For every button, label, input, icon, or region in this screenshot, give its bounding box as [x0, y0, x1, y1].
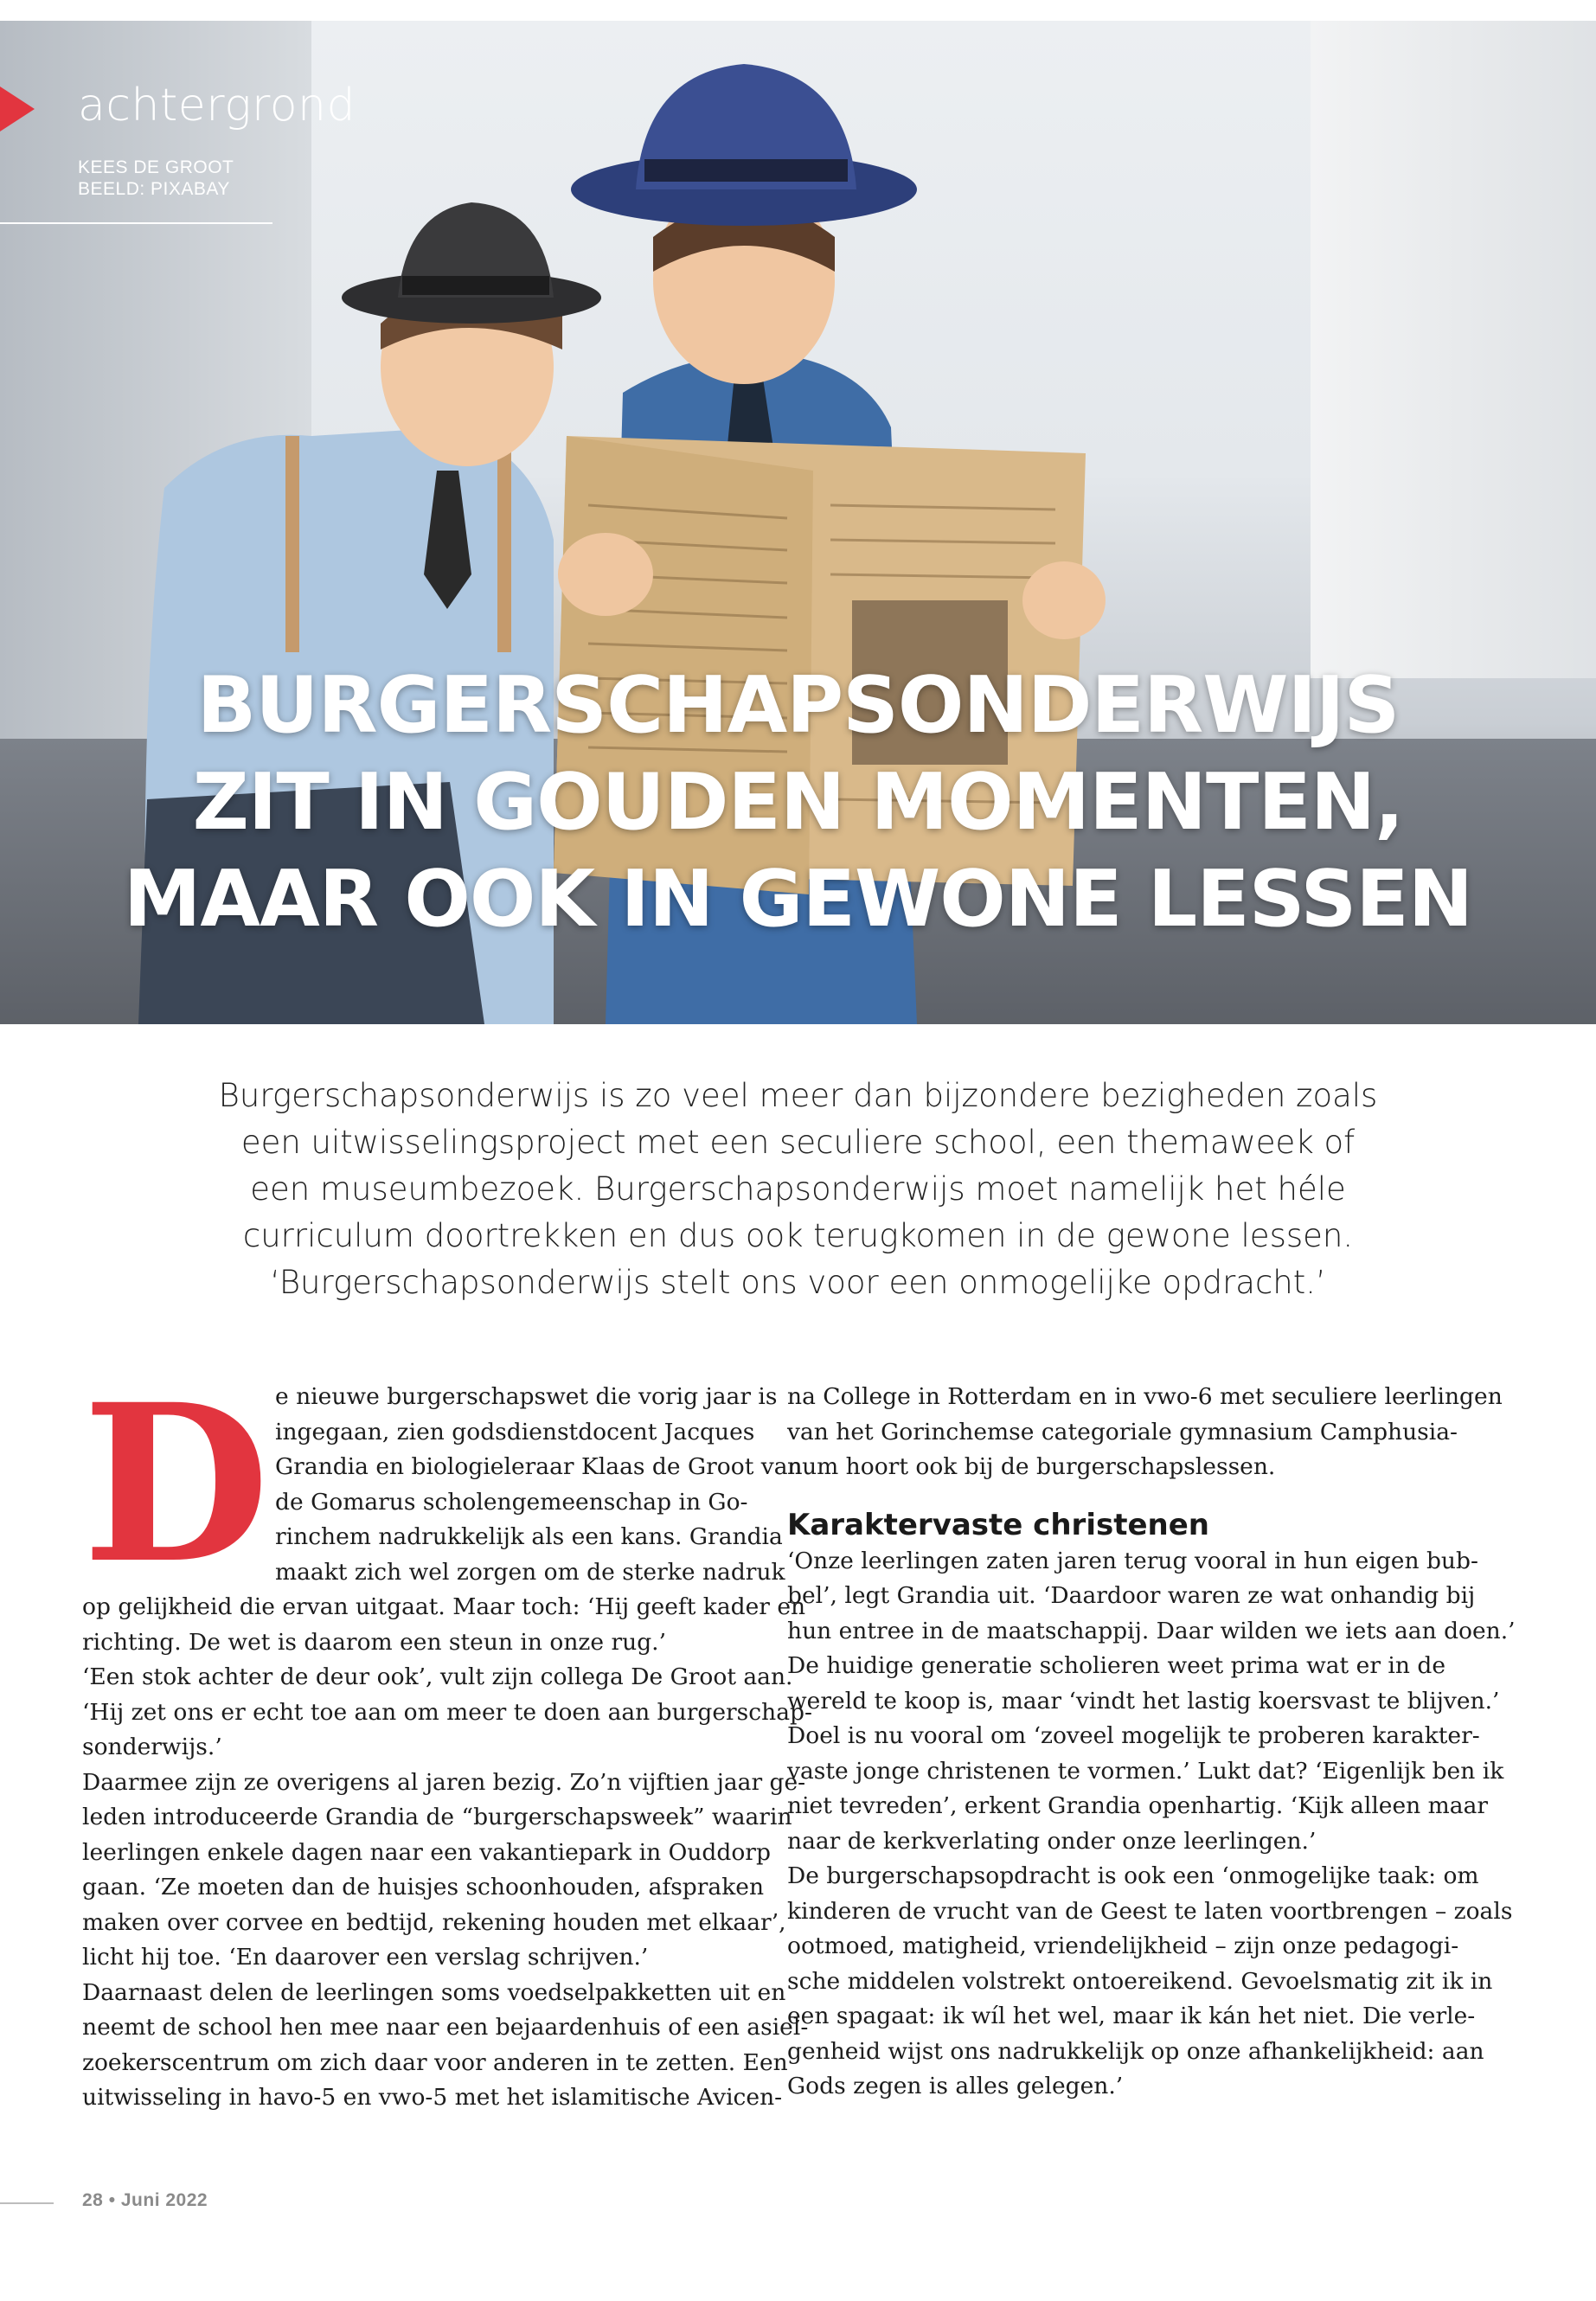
body-line: richting. De wet is daarom een steun in onze rug.’ [82, 1628, 667, 1656]
intro-line: Burgerschapsonderwijs is zo veel meer dan bijzondere bezigheden zoals [218, 1077, 1378, 1114]
body-line: ‘Een stok achter de deur ook’, vult zijn collega De Groot aan. [82, 1663, 793, 1690]
body-line: Daarmee zijn ze overigens al jaren bezig. Zo’n vijftien jaar ge- [82, 1768, 806, 1796]
body-line: Doel is nu vooral om ‘zoveel mogelijk te proberen karakter- [787, 1722, 1480, 1749]
body-line: bel’, legt Grandia uit. ‘Daardoor waren ze wat onhandig bij [787, 1582, 1476, 1609]
body-line: naar de kerkverlating onder onze leerlingen.’ [787, 1827, 1317, 1855]
drop-cap: D [82, 1356, 270, 1611]
section-marker [0, 87, 35, 131]
section-label: achtergrond [78, 80, 356, 131]
body-line: sonderwijs.’ [82, 1734, 222, 1760]
body-line: rinchem nadrukkelijk als een kans. Grandia [275, 1523, 783, 1550]
body-line: vaste jonge christenen te vormen.’ Lukt dat? ‘Eigenlijk ben ik [787, 1757, 1504, 1785]
body-line: gaan. ‘Ze moeten dan de huisjes schoonhouden, afspraken [82, 1874, 765, 1900]
article-left-column [82, 1356, 812, 2116]
body-line: neemt de school hen mee naar een bejaardenhuis of een asiel- [82, 2014, 809, 2041]
body-line: leerlingen enkele dagen naar een vakantiepark in Ouddorp [82, 1838, 771, 1866]
body-line: van het Gorinchemse categoriale gymnasium Camphusia- [787, 1418, 1458, 1445]
body-line: kinderen de vrucht van de Geest te laten voortbrengen – zoals [787, 1897, 1513, 1925]
subheading: Karaktervaste christenen [787, 1507, 1209, 1542]
footer-divider [0, 2202, 54, 2204]
intro-line: curriculum doortrekken en dus ook terugkomen in de gewone lessen. [242, 1217, 1354, 1254]
body-line: zoekerscentrum om zich daar voor anderen in te zetten. Een [82, 2048, 788, 2076]
body-line: ingegaan, zien godsdienstdocent Jacques [275, 1418, 755, 1445]
body-line: ‘Hij zet ons er echt toe aan om meer te doen aan burgerschap- [82, 1698, 812, 1726]
headline-line: ZIT IN GOUDEN MOMENTEN, [192, 757, 1404, 848]
intro-paragraph [130, 1073, 1466, 1306]
intro-line: een uitwisselingsproject met een seculiere school, een themaweek of [240, 1124, 1356, 1161]
image-credit: BEELD: PIXABAY [78, 179, 230, 199]
body-line: uitwisseling in havo-5 en vwo-5 met het islamitische Avicen- [82, 2084, 783, 2111]
body-line: e nieuwe burgerschapswet die vorig jaar is [275, 1383, 778, 1410]
body-line: Daarnaast delen de leerlingen soms voedselpakketten uit en [82, 1978, 786, 2006]
body-line: een spagaat: ik wíl het wel, maar ik kán het niet. Die verle- [787, 2003, 1476, 2029]
intro-line: een museumbezoek. Burgerschapsonderwijs moet namelijk het héle [250, 1170, 1346, 1208]
body-line: niet tevreden’, erkent Grandia openhartig. ‘Kijk alleen maar [787, 1792, 1489, 1819]
body-line: hun entree in de maatschappij. Daar wilden we iets aan doen.’ [787, 1617, 1516, 1644]
article-right-column [787, 1380, 1516, 2105]
body-line: maakt zich wel zorgen om de sterke nadruk [275, 1558, 785, 1586]
headline-line: MAAR OOK IN GEWONE LESSEN [123, 854, 1473, 945]
body-line: maken over corvee en bedtijd, rekening houden met elkaar’, [82, 1908, 786, 1936]
body-line: genheid wijst ons nadrukkelijk op onze afhankelijkheid: aan [787, 2037, 1484, 2065]
body-line: na College in Rotterdam en in vwo-6 met seculiere leerlingen [787, 1383, 1503, 1410]
intro-line: ‘Burgerschapsonderwijs stelt ons voor een onmogelijke opdracht.’ [270, 1264, 1326, 1301]
body-line: licht hij toe. ‘En daarover een verslag schrijven.’ [82, 1944, 649, 1971]
body-line: leden introduceerde Grandia de “burgerschapsweek” waarin [82, 1804, 792, 1830]
body-line: De burgerschapsopdracht is ook een ‘onmogelijke taak: om [787, 1862, 1479, 1889]
headline [52, 657, 1544, 948]
body-line: Grandia en biologieleraar Klaas de Groot van [275, 1453, 803, 1480]
body-line: wereld te koop is, maar ‘vindt het lastig koersvast te blijven.’ [787, 1687, 1500, 1715]
body-line: ootmoed, matigheid, vriendelijkheid – zijn onze pedagogi- [787, 1932, 1459, 1959]
headline-line: BURGERSCHAPSONDERWIJS [196, 660, 1400, 751]
body-line: ‘Onze leerlingen zaten jaren terug vooral in hun eigen bub- [787, 1547, 1478, 1574]
body-line: num hoort ook bij de burgerschapslessen. [787, 1453, 1276, 1480]
body-line: op gelijkheid die ervan uitgaat. Maar toch: ‘Hij geeft kader en [82, 1593, 806, 1620]
body-line: sche middelen volstrekt ontoereikend. Gevoelsmatig zit ik in [787, 1967, 1493, 1995]
body-line: De huidige generatie scholieren weet prima wat er in de [787, 1652, 1446, 1679]
author-credit: KEES DE GROOT [78, 157, 234, 177]
body-line: Gods zegen is alles gelegen.’ [787, 2073, 1124, 2099]
page-footer: 28 • Juni 2022 [82, 2190, 208, 2210]
credit-divider [0, 222, 272, 224]
body-line: de Gomarus scholengemeenschap in Go- [275, 1488, 748, 1516]
